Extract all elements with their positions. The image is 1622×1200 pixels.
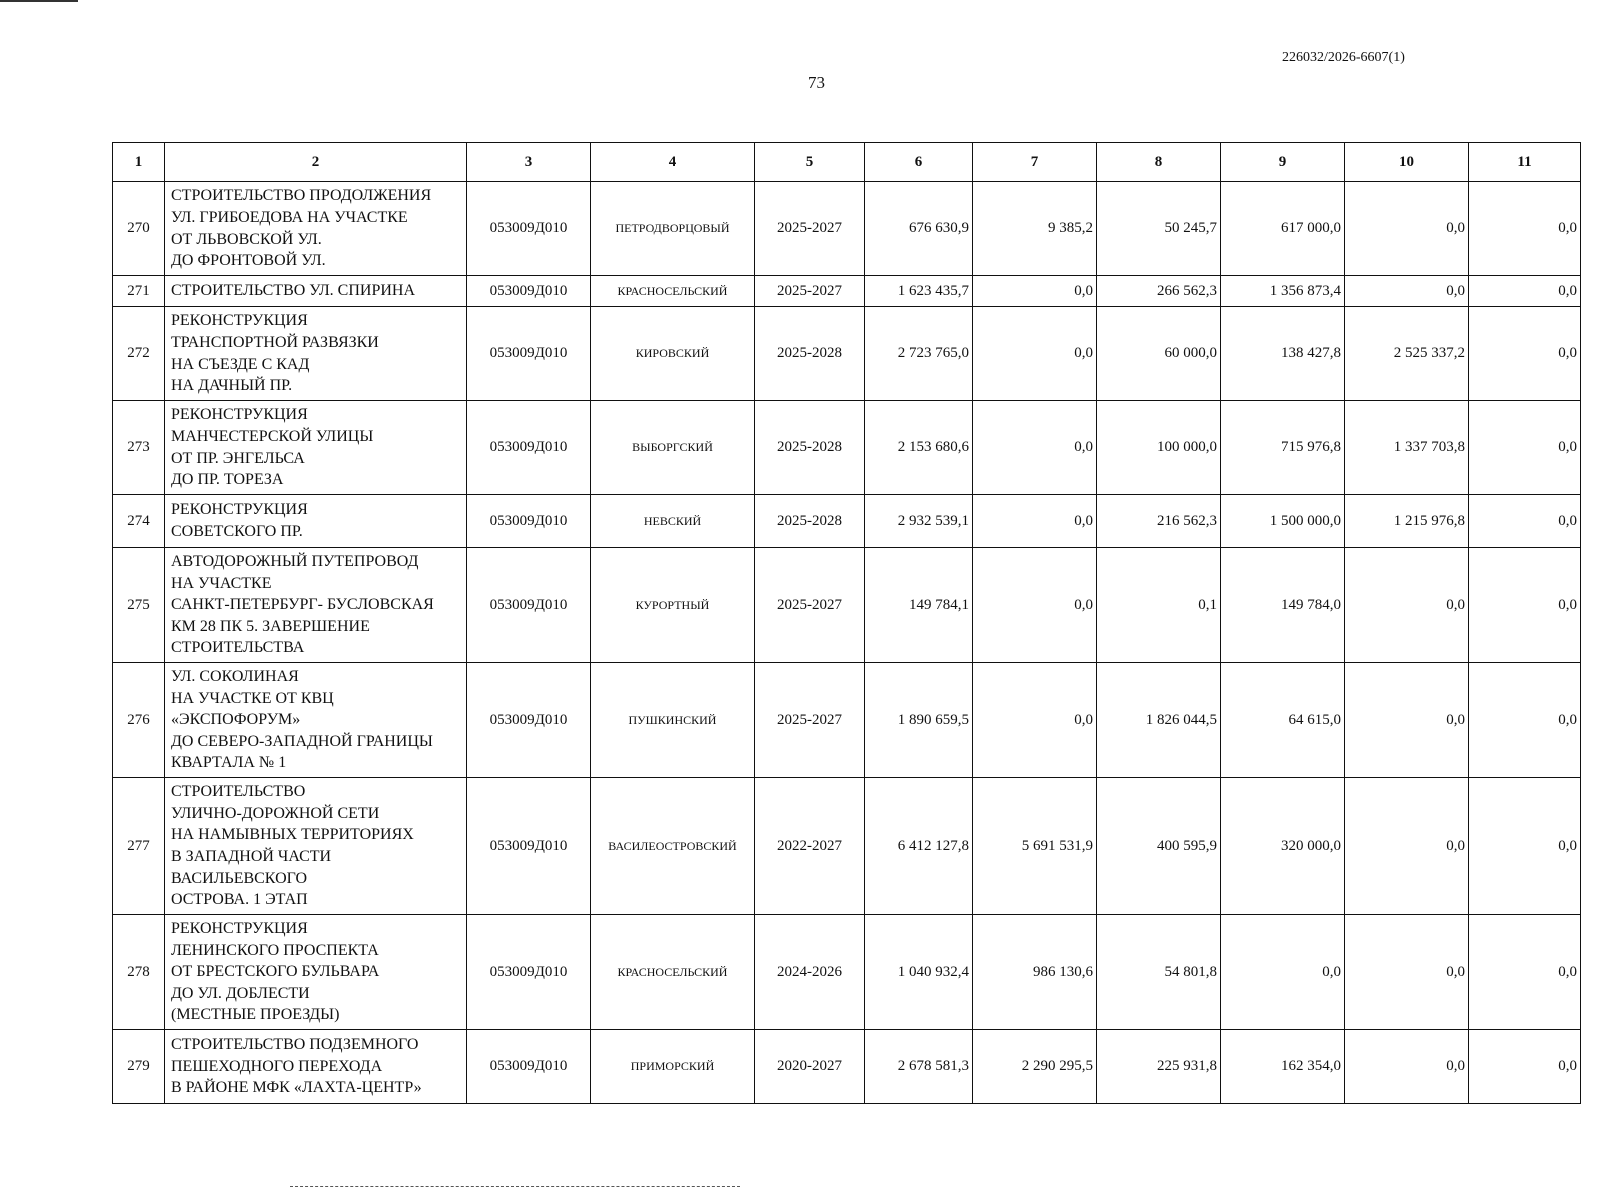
period: 2025-2027: [755, 663, 865, 778]
value-col-7: 0,0: [973, 663, 1097, 778]
value-col-8: 216 562,3: [1097, 495, 1221, 548]
value-col-6: 2 678 581,3: [865, 1030, 973, 1104]
district: НЕВСКИЙ: [591, 495, 755, 548]
row-number: 278: [113, 915, 165, 1030]
column-header: 1: [113, 143, 165, 182]
value-col-10: 0,0: [1345, 276, 1469, 307]
project-code: 053009Д010: [467, 663, 591, 778]
value-col-10: 0,0: [1345, 915, 1469, 1030]
value-col-9: 138 427,8: [1221, 307, 1345, 401]
project-name: СТРОИТЕЛЬСТВО ПОДЗЕМНОГО ПЕШЕХОДНОГО ПЕРЕХОДА В РАЙОНЕ МФК «ЛАХТА-ЦЕНТР»: [165, 1030, 467, 1104]
value-col-9: 149 784,0: [1221, 548, 1345, 663]
value-col-11: 0,0: [1469, 495, 1581, 548]
row-number: 274: [113, 495, 165, 548]
value-col-8: 1 826 044,5: [1097, 663, 1221, 778]
value-col-11: 0,0: [1469, 548, 1581, 663]
project-code: 053009Д010: [467, 307, 591, 401]
value-col-9: 162 354,0: [1221, 1030, 1345, 1104]
value-col-9: 1 500 000,0: [1221, 495, 1345, 548]
project-code: 053009Д010: [467, 182, 591, 276]
project-name: СТРОИТЕЛЬСТВО ПРОДОЛЖЕНИЯ УЛ. ГРИБОЕДОВА НА УЧАСТКЕ ОТ ЛЬВОВСКОЙ УЛ. ДО ФРОНТОВОЙ УЛ.: [165, 182, 467, 276]
project-code: 053009Д010: [467, 915, 591, 1030]
table-row: [113, 1030, 1581, 1104]
value-col-11: 0,0: [1469, 915, 1581, 1030]
row-number: 273: [113, 401, 165, 495]
period: 2025-2028: [755, 401, 865, 495]
value-col-10: 1 215 976,8: [1345, 495, 1469, 548]
value-col-8: 400 595,9: [1097, 778, 1221, 915]
period: 2025-2028: [755, 495, 865, 548]
project-code: 053009Д010: [467, 401, 591, 495]
project-code: 053009Д010: [467, 548, 591, 663]
value-col-7: 0,0: [973, 276, 1097, 307]
column-header: 4: [591, 143, 755, 182]
district: ВЫБОРГСКИЙ: [591, 401, 755, 495]
value-col-6: 6 412 127,8: [865, 778, 973, 915]
value-col-9: 1 356 873,4: [1221, 276, 1345, 307]
scan-artifact-line: [290, 1186, 740, 1187]
period: 2025-2027: [755, 182, 865, 276]
project-name: РЕКОНСТРУКЦИЯ ТРАНСПОРТНОЙ РАЗВЯЗКИ НА СЪЕЗДЕ С КАД НА ДАЧНЫЙ ПР.: [165, 307, 467, 401]
value-col-6: 2 723 765,0: [865, 307, 973, 401]
period: 2025-2028: [755, 307, 865, 401]
table-row: [113, 276, 1581, 307]
table-row: [113, 548, 1581, 663]
value-col-6: 1 040 932,4: [865, 915, 973, 1030]
value-col-11: 0,0: [1469, 778, 1581, 915]
row-number: 276: [113, 663, 165, 778]
district: ПРИМОРСКИЙ: [591, 1030, 755, 1104]
project-name: РЕКОНСТРУКЦИЯ МАНЧЕСТЕРСКОЙ УЛИЦЫ ОТ ПР. ЭНГЕЛЬСА ДО ПР. ТОРЕЗА: [165, 401, 467, 495]
district: ВАСИЛЕОСТРОВСКИЙ: [591, 778, 755, 915]
value-col-10: 0,0: [1345, 1030, 1469, 1104]
district: КРАСНОСЕЛЬСКИЙ: [591, 915, 755, 1030]
value-col-9: 64 615,0: [1221, 663, 1345, 778]
row-number: 271: [113, 276, 165, 307]
row-number: 272: [113, 307, 165, 401]
period: 2024-2026: [755, 915, 865, 1030]
value-col-8: 0,1: [1097, 548, 1221, 663]
project-name: АВТОДОРОЖНЫЙ ПУТЕПРОВОД НА УЧАСТКЕ САНКТ-ПЕТЕРБУРГ- БУСЛОВСКАЯ КМ 28 ПК 5. ЗАВЕРШЕНИЕ СТРОИТЕЛЬСТВА: [165, 548, 467, 663]
district: ПУШКИНСКИЙ: [591, 663, 755, 778]
value-col-10: 0,0: [1345, 548, 1469, 663]
table-row: [113, 915, 1581, 1030]
column-header: 2: [165, 143, 467, 182]
value-col-9: 617 000,0: [1221, 182, 1345, 276]
scan-edge-mark: [0, 0, 78, 2]
table-row: [113, 182, 1581, 276]
value-col-10: 1 337 703,8: [1345, 401, 1469, 495]
value-col-10: 0,0: [1345, 663, 1469, 778]
period: 2025-2027: [755, 548, 865, 663]
value-col-7: 0,0: [973, 307, 1097, 401]
project-name: РЕКОНСТРУКЦИЯ ЛЕНИНСКОГО ПРОСПЕКТА ОТ БРЕСТСКОГО БУЛЬВАРА ДО УЛ. ДОБЛЕСТИ (МЕСТНЫЕ ПРОЕЗДЫ): [165, 915, 467, 1030]
period: 2025-2027: [755, 276, 865, 307]
district: ПЕТРОДВОРЦОВЫЙ: [591, 182, 755, 276]
district: КУРОРТНЫЙ: [591, 548, 755, 663]
column-header: 10: [1345, 143, 1469, 182]
row-number: 270: [113, 182, 165, 276]
district: КИРОВСКИЙ: [591, 307, 755, 401]
project-name: РЕКОНСТРУКЦИЯ СОВЕТСКОГО ПР.: [165, 495, 467, 548]
value-col-11: 0,0: [1469, 401, 1581, 495]
column-header: 3: [467, 143, 591, 182]
value-col-6: 676 630,9: [865, 182, 973, 276]
period: 2020-2027: [755, 1030, 865, 1104]
value-col-11: 0,0: [1469, 276, 1581, 307]
value-col-6: 2 932 539,1: [865, 495, 973, 548]
period: 2022-2027: [755, 778, 865, 915]
value-col-7: 5 691 531,9: [973, 778, 1097, 915]
registry-table: [112, 142, 1581, 1104]
value-col-7: 986 130,6: [973, 915, 1097, 1030]
value-col-8: 54 801,8: [1097, 915, 1221, 1030]
value-col-6: 1 623 435,7: [865, 276, 973, 307]
project-name: СТРОИТЕЛЬСТВО УЛИЧНО-ДОРОЖНОЙ СЕТИ НА НАМЫВНЫХ ТЕРРИТОРИЯХ В ЗАПАДНОЙ ЧАСТИ ВАСИЛЬЕВСКОГО ОСТРОВА. 1 ЭТАП: [165, 778, 467, 915]
project-code: 053009Д010: [467, 495, 591, 548]
value-col-9: 320 000,0: [1221, 778, 1345, 915]
value-col-11: 0,0: [1469, 1030, 1581, 1104]
value-col-10: 0,0: [1345, 778, 1469, 915]
value-col-8: 50 245,7: [1097, 182, 1221, 276]
value-col-7: 9 385,2: [973, 182, 1097, 276]
value-col-9: 715 976,8: [1221, 401, 1345, 495]
table-row: [113, 778, 1581, 915]
column-header: 9: [1221, 143, 1345, 182]
value-col-11: 0,0: [1469, 307, 1581, 401]
value-col-6: 1 890 659,5: [865, 663, 973, 778]
column-header: 6: [865, 143, 973, 182]
project-code: 053009Д010: [467, 1030, 591, 1104]
value-col-7: 0,0: [973, 495, 1097, 548]
table-row: [113, 663, 1581, 778]
row-number: 279: [113, 1030, 165, 1104]
value-col-10: 0,0: [1345, 182, 1469, 276]
page-number: 73: [808, 73, 825, 92]
value-col-11: 0,0: [1469, 663, 1581, 778]
value-col-9: 0,0: [1221, 915, 1345, 1030]
table-row: [113, 495, 1581, 548]
document-number: 226032/2026-6607(1): [1282, 50, 1405, 65]
project-name: УЛ. СОКОЛИНАЯ НА УЧАСТКЕ ОТ КВЦ «ЭКСПОФОРУМ» ДО СЕВЕРО-ЗАПАДНОЙ ГРАНИЦЫ КВАРТАЛА № 1: [165, 663, 467, 778]
project-code: 053009Д010: [467, 778, 591, 915]
table-row: [113, 401, 1581, 495]
value-col-8: 225 931,8: [1097, 1030, 1221, 1104]
column-header: 8: [1097, 143, 1221, 182]
value-col-6: 2 153 680,6: [865, 401, 973, 495]
row-number: 275: [113, 548, 165, 663]
value-col-7: 2 290 295,5: [973, 1030, 1097, 1104]
value-col-6: 149 784,1: [865, 548, 973, 663]
value-col-10: 2 525 337,2: [1345, 307, 1469, 401]
value-col-11: 0,0: [1469, 182, 1581, 276]
column-header: 11: [1469, 143, 1581, 182]
header-row: [113, 143, 1581, 182]
value-col-7: 0,0: [973, 401, 1097, 495]
value-col-8: 60 000,0: [1097, 307, 1221, 401]
value-col-7: 0,0: [973, 548, 1097, 663]
district: КРАСНОСЕЛЬСКИЙ: [591, 276, 755, 307]
column-header: 5: [755, 143, 865, 182]
value-col-8: 266 562,3: [1097, 276, 1221, 307]
row-number: 277: [113, 778, 165, 915]
project-code: 053009Д010: [467, 276, 591, 307]
value-col-8: 100 000,0: [1097, 401, 1221, 495]
project-name: СТРОИТЕЛЬСТВО УЛ. СПИРИНА: [165, 276, 467, 307]
table-row: [113, 307, 1581, 401]
column-header: 7: [973, 143, 1097, 182]
